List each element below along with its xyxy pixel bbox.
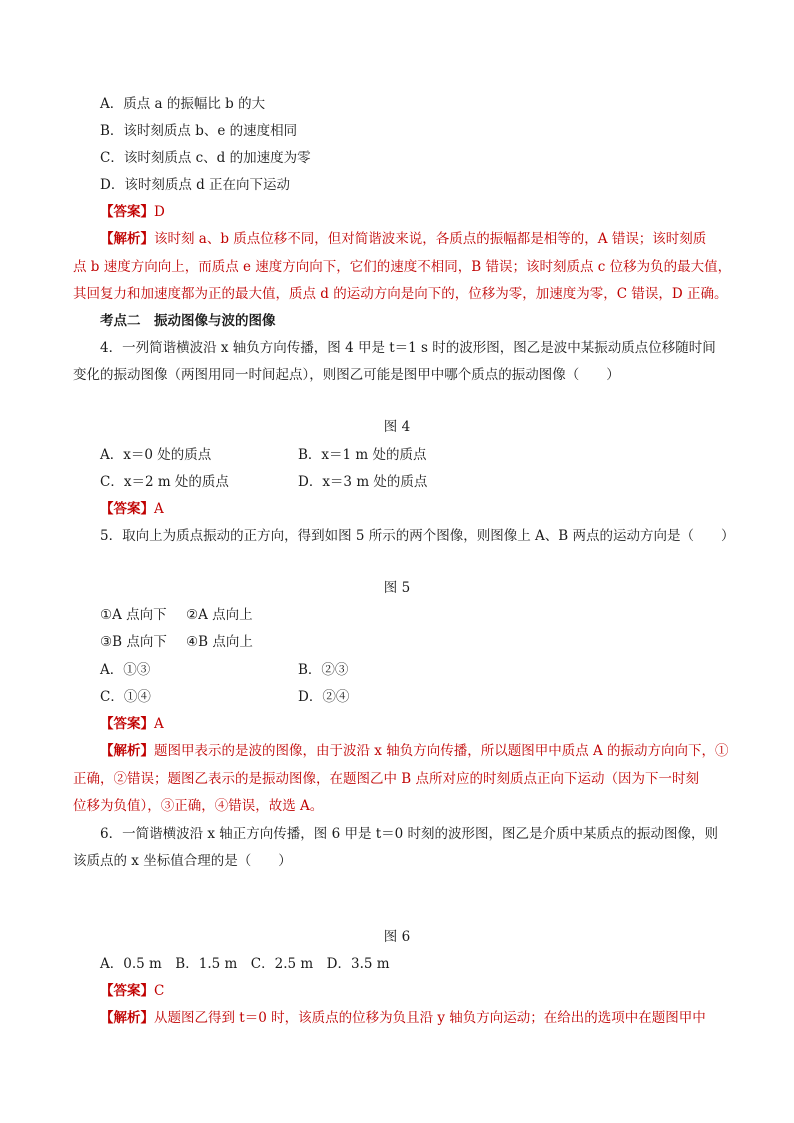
q3-option-a: A．质点 a 的振幅比 b 的大: [100, 96, 266, 112]
q5-item-4: ④B 点向上: [186, 634, 253, 650]
figure-caption-5: 图 5: [383, 580, 411, 596]
answer-tag: 【答案】: [100, 501, 154, 517]
q4-option-c: C．x＝2 m 处的质点: [100, 474, 229, 490]
q6-options: A．0.5 m B．1.5 m C．2.5 m D．3.5 m: [100, 956, 390, 972]
q4-option-a: A．x＝0 处的质点: [100, 447, 212, 463]
q3-analysis-line1: 【解析】该时刻 a、b 质点位移不同，但对简谐波来说，各质点的振幅都是相等的，A 错误；该时刻质: [100, 231, 707, 247]
q4-stem-line2: 变化的振动图像（两图用同一时间起点），则图乙可能是图甲中哪个质点的振动图像（ ）: [73, 367, 620, 383]
q6-analysis-line1: 【解析】从题图乙得到 t＝0 时，该质点的位移为负且沿 y 轴负方向运动；在给出的选项中在题图甲中: [100, 1010, 706, 1026]
q5-answer: [100, 715, 164, 733]
section-title: 考点二 振动图像与波的图像: [100, 313, 276, 329]
q4-option-d: D．x＝3 m 处的质点: [298, 474, 428, 490]
q3-answer: [100, 203, 165, 221]
q3-option-c: C．该时刻质点 c、d 的加速度为零: [100, 150, 311, 166]
q6-stem-line1: 6．一简谐横波沿 x 轴正方向传播，图 6 甲是 t＝0 时刻的波形图，图乙是介质中某质点的振动图像，则: [100, 826, 719, 842]
q3-analysis-line3: 其回复力和加速度都为正的最大值，质点 d 的运动方向是向下的，位移为零，加速度为零，C 错误，D 正确。: [73, 286, 728, 302]
analysis-tag: 【解析】: [100, 231, 154, 247]
q5-option-a: A．①③: [100, 662, 151, 678]
q4-answer: [100, 500, 164, 518]
figure-caption-4: 图 4: [383, 419, 411, 435]
answer-tag: 【答案】: [100, 204, 154, 220]
q3-option-d: D．该时刻质点 d 正在向下运动: [100, 177, 291, 193]
q6-stem-line2: 该质点的 x 坐标值合理的是（ ）: [73, 853, 292, 869]
answer-value: C: [154, 983, 165, 999]
answer-tag: 【答案】: [100, 983, 154, 999]
analysis-tag: 【解析】: [100, 1010, 154, 1026]
q6-answer: [100, 982, 164, 1000]
q5-option-c: C．①④: [100, 689, 151, 705]
answer-value: D: [154, 204, 165, 220]
q5-analysis-line3: 位移为负值），③正确，④错误，故选 A。: [73, 798, 324, 814]
answer-tag: 【答案】: [100, 716, 154, 732]
q5-analysis-line2: 正确，②错误；题图乙表示的是振动图像，在题图乙中 B 点所对应的时刻质点正向下运动（因为下一时刻: [73, 771, 700, 787]
q4-stem-line1: 4．一列简谐横波沿 x 轴负方向传播，图 4 甲是 t＝1 s 时的波形图，图乙是波中某振动质点位移随时间: [100, 340, 716, 356]
analysis-tag: 【解析】: [100, 743, 154, 759]
q5-analysis-line1: 【解析】题图甲表示的是波的图像，由于波沿 x 轴负方向传播，所以题图甲中质点 A 的振动方向向下，①: [100, 743, 729, 759]
q4-option-b: B．x＝1 m 处的质点: [298, 447, 427, 463]
q3-analysis-line2: 点 b 速度方向向上，而质点 e 速度方向向下，它们的速度不相同，B 错误；该时刻质点 c 位移为负的最大值，: [73, 259, 732, 275]
q5-item-3: ③B 点向下: [100, 634, 167, 650]
q5-option-b: B．②③: [298, 662, 349, 678]
answer-value: A: [154, 501, 164, 517]
q3-option-b: B．该时刻质点 b、e 的速度相同: [100, 123, 298, 139]
figure-caption-6: 图 6: [383, 929, 411, 945]
answer-value: A: [154, 716, 164, 732]
q5-option-d: D．②④: [298, 689, 350, 705]
q5-item-2: ②A 点向上: [186, 607, 253, 623]
q5-item-1: ①A 点向下: [100, 607, 167, 623]
q5-stem: 5．取向上为质点振动的正方向，得到如图 5 所示的两个图像，则图像上 A、B 两点的运动方向是（ ）: [100, 528, 735, 544]
